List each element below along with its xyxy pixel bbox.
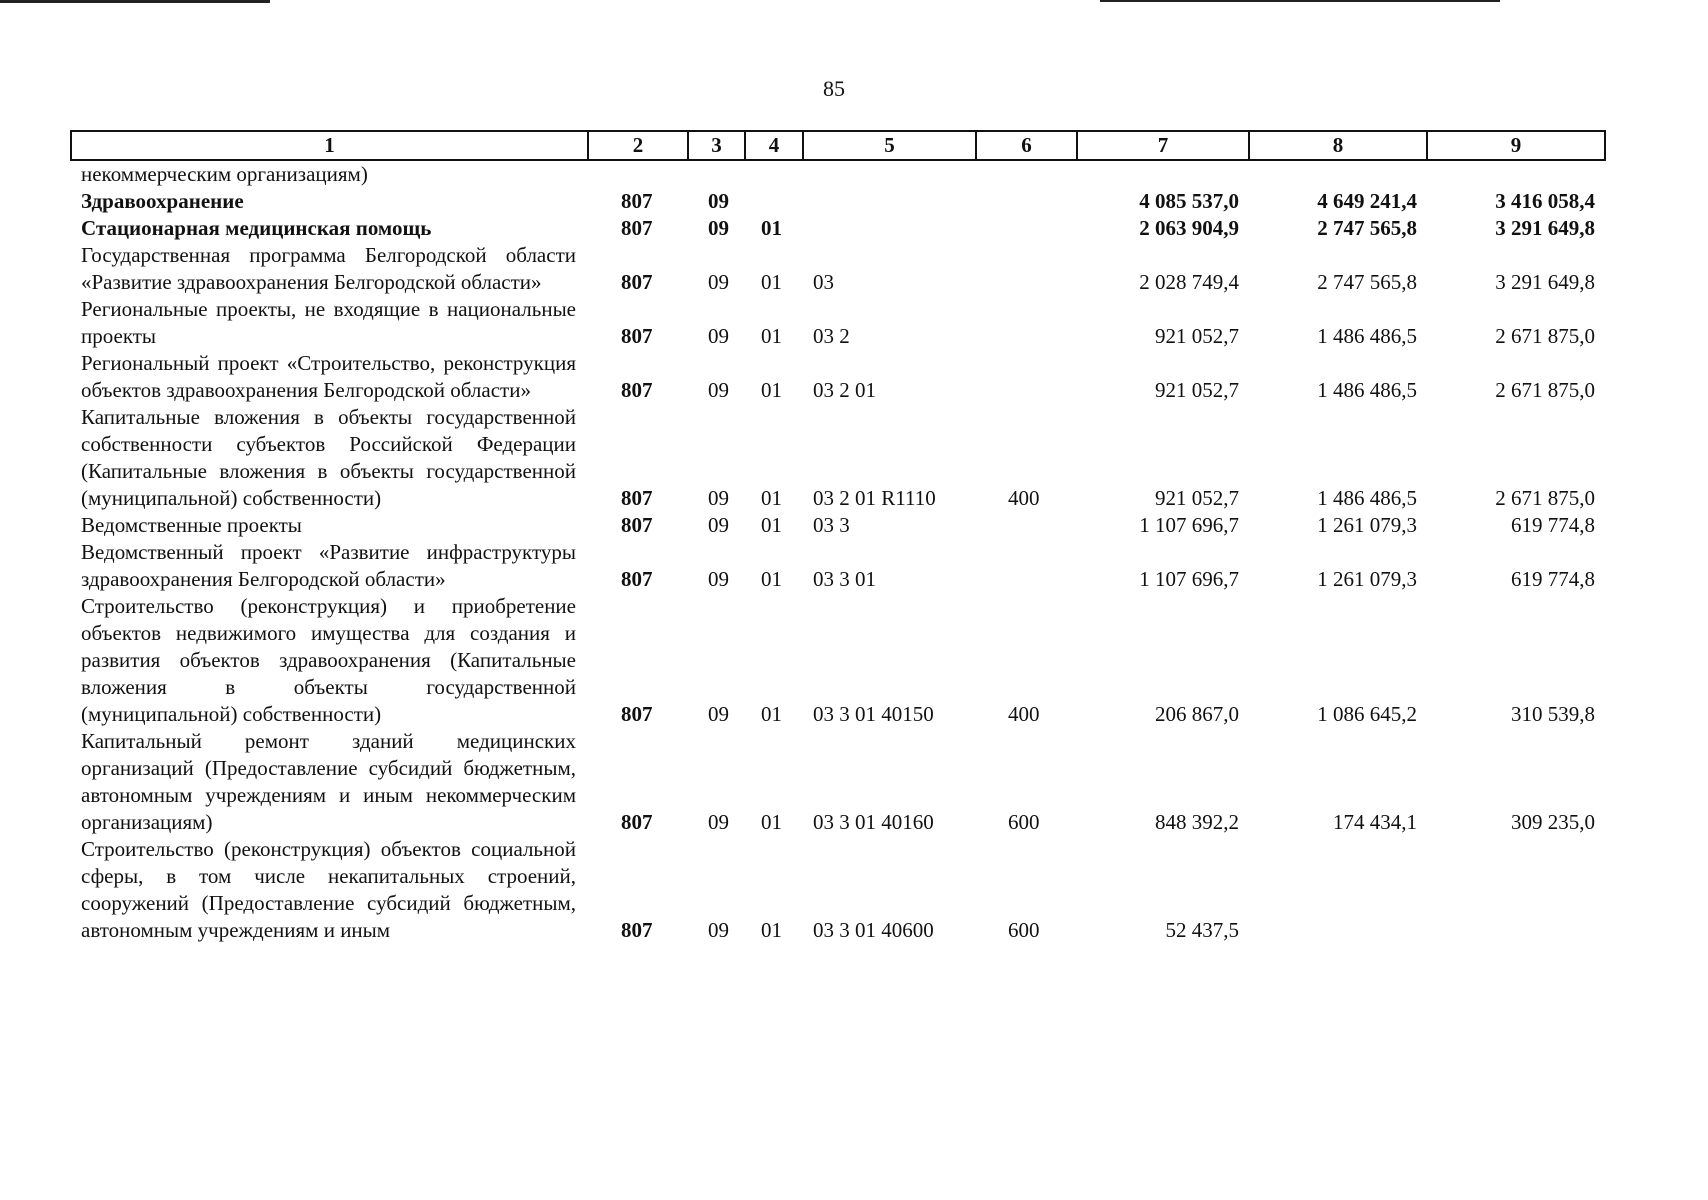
row-name-cell: Строительство (реконструкция) объектов социальной сферы, в том числе некапитальных строений, сооружений (Предоставление субсидий бюджетным, автономным учреждениям и иным: [81, 837, 576, 942]
expense-type-cell: 600: [1008, 810, 1040, 834]
ministry-code-cell: 807: [621, 270, 653, 294]
column-header: 7: [1077, 131, 1249, 160]
budget-table: [70, 130, 1606, 944]
target-article-cell: 03 3: [813, 513, 850, 537]
scan-edge-mark-left: [0, 0, 270, 3]
amount-col8-cell: 4 649 241,4: [1317, 189, 1417, 213]
amount-col9-cell: 2 671 875,0: [1495, 324, 1595, 348]
table-row: [71, 728, 1605, 836]
amount-col9-cell: 3 291 649,8: [1495, 216, 1595, 240]
expense-type-cell: [976, 296, 1077, 350]
target-article-cell: 03 2: [813, 324, 850, 348]
table-row: [71, 593, 1605, 728]
column-header: 1: [71, 131, 588, 160]
target-article-cell: [803, 160, 976, 188]
amount-col8-cell: 1 086 645,2: [1317, 702, 1417, 726]
ministry-code-cell: 807: [621, 702, 653, 726]
ministry-code-cell: 807: [621, 567, 653, 591]
expense-type-cell: [976, 215, 1077, 242]
amount-col7-cell: 921 052,7: [1155, 324, 1239, 348]
amount-col8-cell: [1249, 160, 1427, 188]
amount-col9-cell: 619 774,8: [1511, 567, 1595, 591]
amount-col7-cell: 1 107 696,7: [1139, 513, 1239, 537]
column-header: 3: [688, 131, 745, 160]
table-row: [71, 215, 1605, 242]
column-header: 6: [976, 131, 1077, 160]
ministry-code-cell: 807: [621, 324, 653, 348]
subsection-code-cell: 01: [761, 216, 782, 240]
target-article-cell: [803, 215, 976, 242]
section-code-cell: 09: [708, 486, 729, 510]
table-row: [71, 296, 1605, 350]
ministry-code-cell: 807: [621, 378, 653, 402]
ministry-code-cell: 807: [621, 216, 653, 240]
row-name-cell: Ведомственные проекты: [81, 513, 302, 537]
amount-col7-cell: 1 107 696,7: [1139, 567, 1239, 591]
target-article-cell: 03: [813, 270, 834, 294]
table-row: [71, 242, 1605, 296]
table-row: [71, 160, 1605, 188]
table-row: [71, 350, 1605, 404]
subsection-code-cell: 01: [761, 918, 782, 942]
ministry-code-cell: 807: [621, 486, 653, 510]
target-article-cell: 03 2 01 R1110: [813, 486, 936, 510]
amount-col7-cell: [1077, 160, 1249, 188]
ministry-code-cell: 807: [621, 810, 653, 834]
section-code-cell: 09: [708, 810, 729, 834]
subsection-code-cell: [745, 188, 803, 215]
target-article-cell: 03 2 01: [813, 378, 876, 402]
amount-col8-cell: 1 261 079,3: [1317, 567, 1417, 591]
ministry-code-cell: 807: [621, 189, 653, 213]
section-code-cell: 09: [708, 567, 729, 591]
amount-col8-cell: 174 434,1: [1333, 810, 1417, 834]
subsection-code-cell: 01: [761, 486, 782, 510]
amount-col7-cell: 52 437,5: [1165, 918, 1239, 942]
scan-edge-mark-right: [1100, 0, 1500, 2]
amount-col8-cell: 2 747 565,8: [1317, 270, 1417, 294]
amount-col9-cell: 3 291 649,8: [1495, 270, 1595, 294]
amount-col8-cell: [1249, 836, 1427, 944]
amount-col8-cell: 1 486 486,5: [1317, 324, 1417, 348]
subsection-code-cell: [745, 160, 803, 188]
row-name-cell: Региональный проект «Строительство, реконструкция объектов здравоохранения Белгородской области»: [81, 351, 576, 402]
expense-type-cell: 400: [1008, 486, 1040, 510]
expense-type-cell: [976, 350, 1077, 404]
table-row: [71, 404, 1605, 512]
table-row: [71, 539, 1605, 593]
row-name-cell: Ведомственный проект «Развитие инфраструктуры здравоохранения Белгородской области»: [81, 540, 576, 591]
amount-col9-cell: [1427, 160, 1605, 188]
amount-col9-cell: 3 416 058,4: [1495, 189, 1595, 213]
section-code-cell: 09: [708, 378, 729, 402]
expense-type-cell: 600: [1008, 918, 1040, 942]
ministry-code-cell: 807: [621, 918, 653, 942]
page-number: 85: [823, 76, 845, 101]
subsection-code-cell: 01: [761, 270, 782, 294]
section-code-cell: 09: [708, 270, 729, 294]
amount-col7-cell: 2 063 904,9: [1139, 216, 1239, 240]
subsection-code-cell: 01: [761, 513, 782, 537]
row-name-cell: некоммерческим организациям): [81, 162, 368, 186]
table-row: [71, 512, 1605, 539]
expense-type-cell: [976, 188, 1077, 215]
subsection-code-cell: 01: [761, 702, 782, 726]
section-code-cell: 09: [708, 189, 729, 213]
row-name-cell: Капитальные вложения в объекты государственной собственности субъектов Российской Федерации (Капитальные вложения в объекты государственной (муниципальной) собственности): [81, 405, 576, 510]
amount-col7-cell: 206 867,0: [1155, 702, 1239, 726]
ministry-code-cell: [588, 160, 688, 188]
expense-type-cell: [976, 160, 1077, 188]
amount-col9-cell: [1427, 836, 1605, 944]
row-name-cell: Стационарная медицинская помощь: [81, 216, 432, 240]
subsection-code-cell: 01: [761, 810, 782, 834]
section-code-cell: [688, 160, 745, 188]
amount-col8-cell: 1 261 079,3: [1317, 513, 1417, 537]
table-row: [71, 188, 1605, 215]
ministry-code-cell: 807: [621, 513, 653, 537]
column-header: 5: [803, 131, 976, 160]
target-article-cell: 03 3 01 40160: [813, 810, 934, 834]
amount-col7-cell: 921 052,7: [1155, 486, 1239, 510]
target-article-cell: 03 3 01 40600: [813, 918, 934, 942]
column-header: 4: [745, 131, 803, 160]
amount-col7-cell: 4 085 537,0: [1139, 189, 1239, 213]
expense-type-cell: 400: [1008, 702, 1040, 726]
amount-col8-cell: 1 486 486,5: [1317, 486, 1417, 510]
row-name-cell: Строительство (реконструкция) и приобретение объектов недвижимого имущества для создания и развития объектов здравоохранения (Капитальные вложения в объекты государственной (муниципальной) собственности): [81, 594, 576, 726]
subsection-code-cell: 01: [761, 378, 782, 402]
section-code-cell: 09: [708, 513, 729, 537]
row-name-cell: Здравоохранение: [81, 189, 244, 213]
amount-col8-cell: 2 747 565,8: [1317, 216, 1417, 240]
target-article-cell: 03 3 01: [813, 567, 876, 591]
table-header-row: [71, 131, 1605, 160]
column-header: 8: [1249, 131, 1427, 160]
row-name-cell: Капитальный ремонт зданий медицинских организаций (Предоставление субсидий бюджетным, автономным учреждениям и иным некоммерческим организациям): [81, 729, 576, 834]
section-code-cell: 09: [708, 702, 729, 726]
amount-col9-cell: 310 539,8: [1511, 702, 1595, 726]
row-name-cell: Государственная программа Белгородской области «Развитие здравоохранения Белгородской области»: [81, 243, 576, 294]
table-row: [71, 836, 1605, 944]
amount-col9-cell: 619 774,8: [1511, 513, 1595, 537]
column-header: 2: [588, 131, 688, 160]
amount-col7-cell: 848 392,2: [1155, 810, 1239, 834]
column-header: 9: [1427, 131, 1605, 160]
section-code-cell: 09: [708, 216, 729, 240]
amount-col8-cell: 1 486 486,5: [1317, 378, 1417, 402]
subsection-code-cell: 01: [761, 567, 782, 591]
expense-type-cell: [976, 512, 1077, 539]
row-name-cell: Региональные проекты, не входящие в национальные проекты: [81, 297, 576, 348]
amount-col7-cell: 2 028 749,4: [1139, 270, 1239, 294]
section-code-cell: 09: [708, 324, 729, 348]
amount-col9-cell: 2 671 875,0: [1495, 378, 1595, 402]
expense-type-cell: [976, 539, 1077, 593]
target-article-cell: 03 3 01 40150: [813, 702, 934, 726]
table-body: [71, 160, 1605, 944]
expense-type-cell: [976, 242, 1077, 296]
amount-col9-cell: 2 671 875,0: [1495, 486, 1595, 510]
amount-col7-cell: 921 052,7: [1155, 378, 1239, 402]
subsection-code-cell: 01: [761, 324, 782, 348]
target-article-cell: [803, 188, 976, 215]
amount-col9-cell: 309 235,0: [1511, 810, 1595, 834]
section-code-cell: 09: [708, 918, 729, 942]
